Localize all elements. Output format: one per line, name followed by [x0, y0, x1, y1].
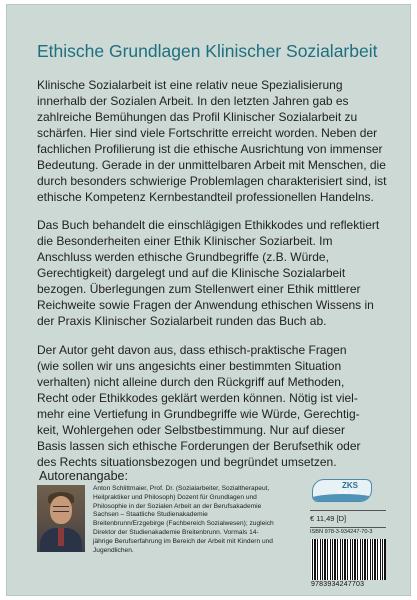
paragraph-3-line: Basis lassen sich ethische Forderungen der Berufsethik oder: [37, 439, 361, 453]
publisher-logo: [312, 479, 372, 502]
paragraph-3-line: verhalten) nicht alleine durch den Rückgriff auf Methoden,: [37, 375, 345, 389]
author-bio: Anton Schlittmaier, Prof. Dr. (Sozialarbeiter, Sozialtherapeut, Heilpraktiker und Philosoph) Dozent für Grundlagen und Philosophie in der Sozialen Arbeit an der Berufsakademie Sachsen – Staatliche Studienakademie Breitenbrunn/Erzgebirge (Fachbereich Sozialwesen); zugleich Direktor der Studienakademie Breitenbrunn. Vormals 14-jährige Berufserfahrung im Bereich der Arbeit mit Kindern und Jugendlichen.: [93, 485, 274, 554]
blurb-paragraph-3: [37, 342, 387, 470]
paragraph-3-line: Der Autor geht davon aus, dass ethisch-praktische Fragen: [37, 343, 347, 357]
book-title: Ethische Grundlagen Klinischer Sozialarbeit: [37, 41, 378, 61]
barcode-icon: [311, 539, 386, 580]
barcode-number: 9783934247703: [311, 581, 365, 588]
isbn-label: ISBN 978-3-934247-70-3: [310, 529, 373, 535]
author-photo: [37, 485, 85, 552]
book-back-cover: [6, 4, 411, 596]
author-glasses: [53, 506, 69, 512]
publisher-logo-name: ZKS: [342, 481, 358, 490]
paragraph-3-line: Recht oder Ethikkodes geklärt werden können. Nötig ist viel-: [37, 391, 358, 405]
price-label: € 11,49 [D]: [310, 510, 386, 528]
author-heading: Autorenangabe:: [39, 469, 128, 483]
author-tie: [58, 528, 64, 546]
paragraph-3-line: keit, Wohlergehen oder Selbstbestimmung. Nur auf dieser: [37, 423, 345, 437]
paragraph-3-line: des Rechts situationsbezogen und begründet umsetzen.: [37, 455, 337, 469]
paragraph-3-line: (wie sollen wir uns angesichts einer bestimmten Situation: [37, 359, 342, 373]
blurb-paragraph-2: Das Buch behandelt die einschlägigen Ethikkodes und reflektiert die Besonderheiten einer Ethik Klinischer Soziarbeit. Im Anschluss werden ethische Grundbegriffe (z.B. Würde, Gerechtigkeit) dargelegt und auf die Klinische Sozialarbeit bezogen. Überlegungen zum Stellenwert einer Ethik mittlerer Reichweite sowie Fragen der Anwendung ethischen Wissens in der Praxis Klinischer Sozialarbeit runden das Buch ab.: [37, 218, 380, 328]
blurb-paragraph-1: Klinische Sozialarbeit ist eine relativ neue Spezialisierung innerhalb der Sozialen Arbeit. In den letzten Jahren gab es zahlreiche Bemühungen das Profil Klinischer Sozialarbeit zu schärfen. Hier sind viele Fortschritte erreicht worden. Neben der fachlichen Profilierung ist die ethische Ausrichtung von immenser Bedeutung. Gerade in der unmittelbaren Arbeit mit Menschen, die durch besonders schwierige Problemlagen charakterisiert sind, ist ethische Kompetenz Kernbestandteil professionellen Handelns.: [37, 78, 387, 204]
paragraph-3-line: mehr eine Vertiefung in Grundbegriffe wie Würde, Gerechtig-: [37, 407, 360, 421]
publisher-logo-subtitle: VERLAG: [337, 490, 358, 496]
